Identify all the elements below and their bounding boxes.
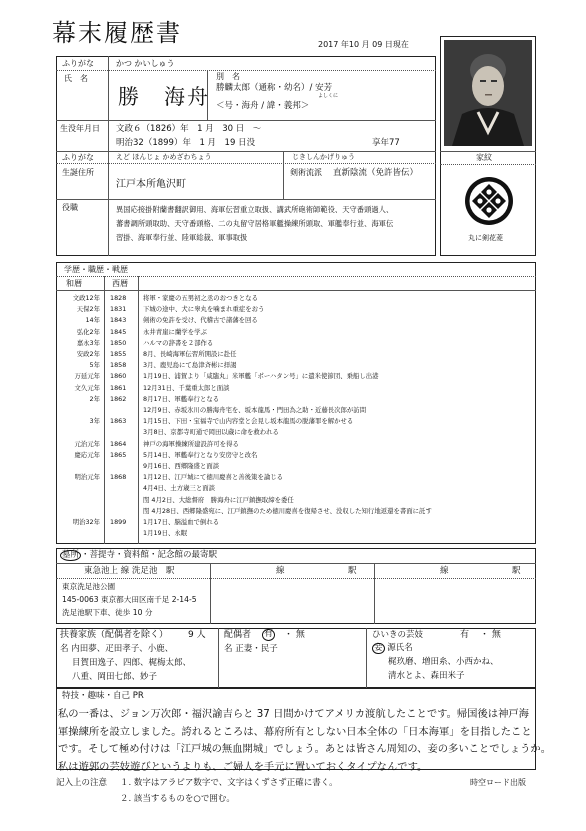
document-title: 幕末履歴書 bbox=[52, 19, 182, 47]
pr-line: 私は遊郭の芸妓遊びというよりも、ご婦人を手元に置いておくタイプなんです。 bbox=[58, 760, 428, 773]
divider bbox=[56, 578, 536, 579]
divider bbox=[374, 563, 375, 624]
divider bbox=[56, 276, 536, 277]
memorial-access: 洗足池駅下車、徒歩 10 分 bbox=[62, 608, 153, 617]
history-year: 1831 bbox=[110, 305, 127, 314]
divider bbox=[56, 199, 436, 200]
history-event: 1月17日、脳溢血で倒れる bbox=[143, 518, 220, 526]
entertainer-line bbox=[372, 643, 413, 654]
history-year: 1845 bbox=[110, 327, 127, 336]
spouse-yes-circled: 有 bbox=[264, 629, 274, 639]
history-era: 文政12年 bbox=[72, 294, 100, 302]
memorial-place: 東京洗足池公園 bbox=[62, 582, 116, 591]
history-year: 1862 bbox=[110, 394, 127, 403]
spouse-no: ・ 無 bbox=[284, 630, 305, 640]
history-year: 1861 bbox=[110, 383, 127, 392]
entertainer-line1: 源氏名 bbox=[387, 643, 413, 653]
publisher: 時空ロード出版 bbox=[470, 778, 526, 787]
history-year: 1864 bbox=[110, 439, 127, 448]
history-event: 1月15日、下田・宝福寺で山内容堂と会見し坂本龍馬の脱藩罪を解かせる bbox=[143, 417, 354, 426]
history-label: 学歴・職歴・戦歴 bbox=[64, 265, 128, 274]
dependents-count: 9 人 bbox=[188, 630, 206, 640]
history-event: 閏 4月28日、西郷隆盛宛に、江戸鎮撫のため徳川慶喜を復帰させ、没収した知行地返還を書面に託す bbox=[143, 506, 432, 515]
dependents-line: 名 内田夢、疋田孝子、小鹿、 bbox=[60, 644, 174, 654]
history-era: 慶応元年 bbox=[74, 450, 100, 459]
name-label: 氏 名 bbox=[64, 74, 88, 83]
divider bbox=[108, 56, 109, 256]
history-era: 元治元年 bbox=[74, 439, 100, 448]
history-event: 12月9日、赤坂氷川の勝海舟宅を、坂本龍馬・門田為之助・近藤長次郎が訪問 bbox=[143, 406, 367, 414]
history-era: 3年 bbox=[89, 417, 100, 426]
kendo-furigana: じきしんかげりゅう bbox=[292, 153, 355, 161]
alias-label: 別 名 bbox=[216, 72, 240, 81]
station-2-eki: 駅 bbox=[348, 566, 357, 576]
entertainer-line: 清水とよ、森田米子 bbox=[388, 671, 465, 681]
kendo-label: 剣術流派 bbox=[290, 168, 322, 177]
divider bbox=[366, 628, 367, 688]
portrait-photo bbox=[444, 40, 532, 146]
divider bbox=[104, 276, 105, 544]
history-event: 3月、鹿児島にて島津斉彬に拝謁 bbox=[143, 361, 237, 370]
history-event: 5月14日、軍艦奉行となり安房守と改名 bbox=[143, 450, 258, 459]
history-year: 1843 bbox=[110, 316, 127, 325]
pr-label: 特技・趣味・自己 PR bbox=[62, 691, 144, 701]
history-event: 3月8日、京都寺町通で岡田以蔵に命を救われる bbox=[143, 428, 279, 437]
divider bbox=[440, 151, 536, 152]
furigana-label-2: ふりがな bbox=[62, 153, 94, 162]
name-furigana: かつ かいしゅう bbox=[116, 59, 175, 68]
divider bbox=[56, 163, 436, 164]
history-event: 永井青崖に蘭学を学ぶ bbox=[143, 327, 207, 336]
station-2-line: 線 bbox=[276, 566, 285, 576]
divider bbox=[56, 70, 436, 71]
entertainer-circled: 妾 bbox=[374, 643, 383, 653]
history-era: 14年 bbox=[85, 316, 100, 325]
age-at-death: 享年77 bbox=[372, 138, 400, 148]
crest-label: 家紋 bbox=[476, 153, 492, 162]
portrait-icon bbox=[444, 40, 532, 146]
history-year: 1865 bbox=[110, 450, 127, 459]
history-event: ハルマの辞書を２部作る bbox=[143, 338, 214, 347]
history-event: 1月19日、永眠 bbox=[143, 529, 188, 538]
col-year-header: 西暦 bbox=[112, 279, 128, 288]
name-value: 勝 海舟 bbox=[118, 85, 210, 109]
alias-furigana: よしくに bbox=[318, 93, 339, 99]
divider bbox=[218, 628, 219, 688]
history-event: 8月17日、軍艦奉行となる bbox=[143, 394, 220, 403]
pr-line: 軍操練所を設立しました。誇れるところは、幕府所有としない日本全体の「日本海軍」を目指したこと bbox=[58, 725, 532, 738]
memorial-label-circled: 墓所 bbox=[62, 550, 80, 560]
birth-date: 文政６（1826）年 1 月 30 日 〜 bbox=[116, 124, 262, 134]
history-year: 1858 bbox=[110, 361, 127, 370]
role-line: 蕃書調所頭取助、天守番頭格、二の丸留守居格軍艦操練所頭取、軍艦奉行並、海軍伝 bbox=[116, 219, 394, 228]
entertainer-yes: 有 bbox=[460, 630, 470, 640]
pr-line: です。そして極め付けは「江戸城の無血開城」でしょう。あとは皆さん周知の、妾の多いことでしょうか。 bbox=[58, 743, 552, 755]
crest-name: 丸に剣花菱 bbox=[468, 234, 503, 242]
history-year: 1860 bbox=[110, 372, 127, 381]
history-era: 明治元年 bbox=[74, 473, 100, 482]
history-era: 嘉永3年 bbox=[76, 338, 100, 347]
entertainer-label: ひいきの芸妓 bbox=[372, 630, 424, 640]
history-year: 1868 bbox=[110, 473, 127, 482]
divider bbox=[56, 151, 436, 152]
note-1: １. 数字はアラビア数字で、文字はくずさず正確に書く。 bbox=[120, 778, 338, 788]
history-event: 8月、長崎海軍伝習所開設に赴任 bbox=[143, 350, 237, 358]
memorial-label-rest: ・菩提寺・資料館・記念館の最寄駅 bbox=[81, 550, 218, 560]
station-3-eki: 駅 bbox=[512, 566, 521, 576]
note-2: ２. 該当するものを○で囲む。 bbox=[120, 794, 235, 804]
divider bbox=[210, 563, 211, 624]
divider bbox=[440, 164, 536, 165]
current-date: 2017 年10 月 09 日現在 bbox=[318, 40, 409, 49]
entertainer-no: ・ 無 bbox=[480, 630, 501, 640]
history-year: 1828 bbox=[110, 294, 127, 302]
divider bbox=[56, 290, 536, 291]
kendo-value: 直新陰流（免許皆伝） bbox=[333, 168, 419, 178]
station-1: 東急池上 線 洗足池 駅 bbox=[84, 566, 175, 576]
spouse-label: 配偶者 bbox=[224, 630, 252, 640]
history-event: 下城の途中、犬に睾丸を噛まれ重症をおう bbox=[143, 305, 265, 314]
divider bbox=[56, 563, 536, 564]
role-label: 役職 bbox=[62, 203, 78, 212]
dependents-line: 目賀田逸子、四郎、梶梅太郎、 bbox=[72, 658, 192, 668]
memorial-label bbox=[60, 550, 217, 561]
death-date: 明治32（1899）年 1 月 19 日没 bbox=[116, 138, 256, 148]
history-era: 弘化2年 bbox=[76, 327, 100, 336]
history-event: 神戸の海軍操練所建設許可を得る bbox=[143, 439, 239, 448]
role-line: 習掛、海軍奉行並、陸軍総裁、軍事取扱 bbox=[116, 233, 248, 242]
history-era: 天保2年 bbox=[76, 305, 100, 314]
history-event: 将軍・家慶の五男初之丞のおつきとなる bbox=[143, 294, 258, 302]
history-era: 明治32年 bbox=[72, 518, 100, 526]
history-year: 1899 bbox=[110, 518, 127, 526]
col-era-header: 和暦 bbox=[66, 279, 82, 288]
dependents-label: 扶養家族（配偶者を除く） bbox=[60, 630, 169, 640]
furigana-label: ふりがな bbox=[62, 59, 94, 68]
spouse-yes bbox=[262, 629, 275, 641]
divider bbox=[56, 120, 436, 121]
history-year: 1863 bbox=[110, 417, 127, 426]
history-event: 1月12日、江戸城にて徳川慶喜と善後策を論じる bbox=[143, 473, 284, 482]
history-year: 1855 bbox=[110, 350, 127, 358]
pr-body bbox=[58, 706, 552, 776]
history-event: 閏 4月2日、大総督府 勝海舟に江戸鎮撫取締を委任 bbox=[143, 495, 294, 504]
history-era: 5年 bbox=[89, 361, 100, 370]
note-label: 記入上の注意 bbox=[56, 778, 108, 788]
memorial-address: 145-0063 東京都大田区南千足 2-14-5 bbox=[62, 595, 197, 604]
history-event: 12月31日、千葉重太郎と面談 bbox=[143, 383, 230, 392]
birthplace-label: 生誕住所 bbox=[62, 168, 94, 177]
alias-line1: 勝麟太郎（通称・幼名）/ 安芳 bbox=[216, 83, 333, 93]
history-year: 1850 bbox=[110, 338, 127, 347]
entertainer-line: 梶玖磨、増田糸、小西かね、 bbox=[388, 657, 499, 667]
alias-line2: ＜号・海舟 / 諱・義邦＞ bbox=[216, 101, 310, 111]
spouse-names: 名 正妻・民子 bbox=[224, 644, 278, 654]
history-event: 1月19日、浦賀より「咸臨丸」米軍艦「ポーハタン号」に遣米使節団、乗船し出港 bbox=[143, 372, 379, 381]
birthplace-value: 江戸本所亀沢町 bbox=[116, 179, 186, 190]
history-event: 剣術の免許を受け、代稽古で諸藩を回る bbox=[143, 316, 258, 325]
station-3-line: 線 bbox=[440, 566, 449, 576]
history-era: 文久元年 bbox=[74, 383, 100, 392]
history-event: 4月4日、土方歳三と面談 bbox=[143, 484, 216, 493]
divider bbox=[283, 151, 284, 199]
history-era: 2年 bbox=[89, 394, 100, 403]
crest-icon bbox=[464, 176, 514, 226]
history-event: 9月16日、西郷隆盛と面談 bbox=[143, 462, 220, 470]
birth-label: 生没年月日 bbox=[60, 124, 100, 133]
dependents-line: 八重、岡田七郎、妙子 bbox=[72, 672, 158, 682]
pr-line: 私の一番は、ジョン万次郎・福沢諭吉らと 37 日間かけてアメリカ渡航したことです。帰国後は神戸海 bbox=[58, 708, 529, 720]
role-line: 異国応接掛附蘭書翻訳御用、海軍伝習重立取扱、講武所砲術師範役、天守番頭過人、 bbox=[116, 205, 394, 214]
history-era: 万延元年 bbox=[74, 372, 100, 381]
birthplace-furigana: えど ほんじょ かめざわちょう bbox=[116, 153, 212, 161]
family-crest bbox=[464, 176, 514, 226]
history-era: 安政2年 bbox=[76, 350, 100, 358]
